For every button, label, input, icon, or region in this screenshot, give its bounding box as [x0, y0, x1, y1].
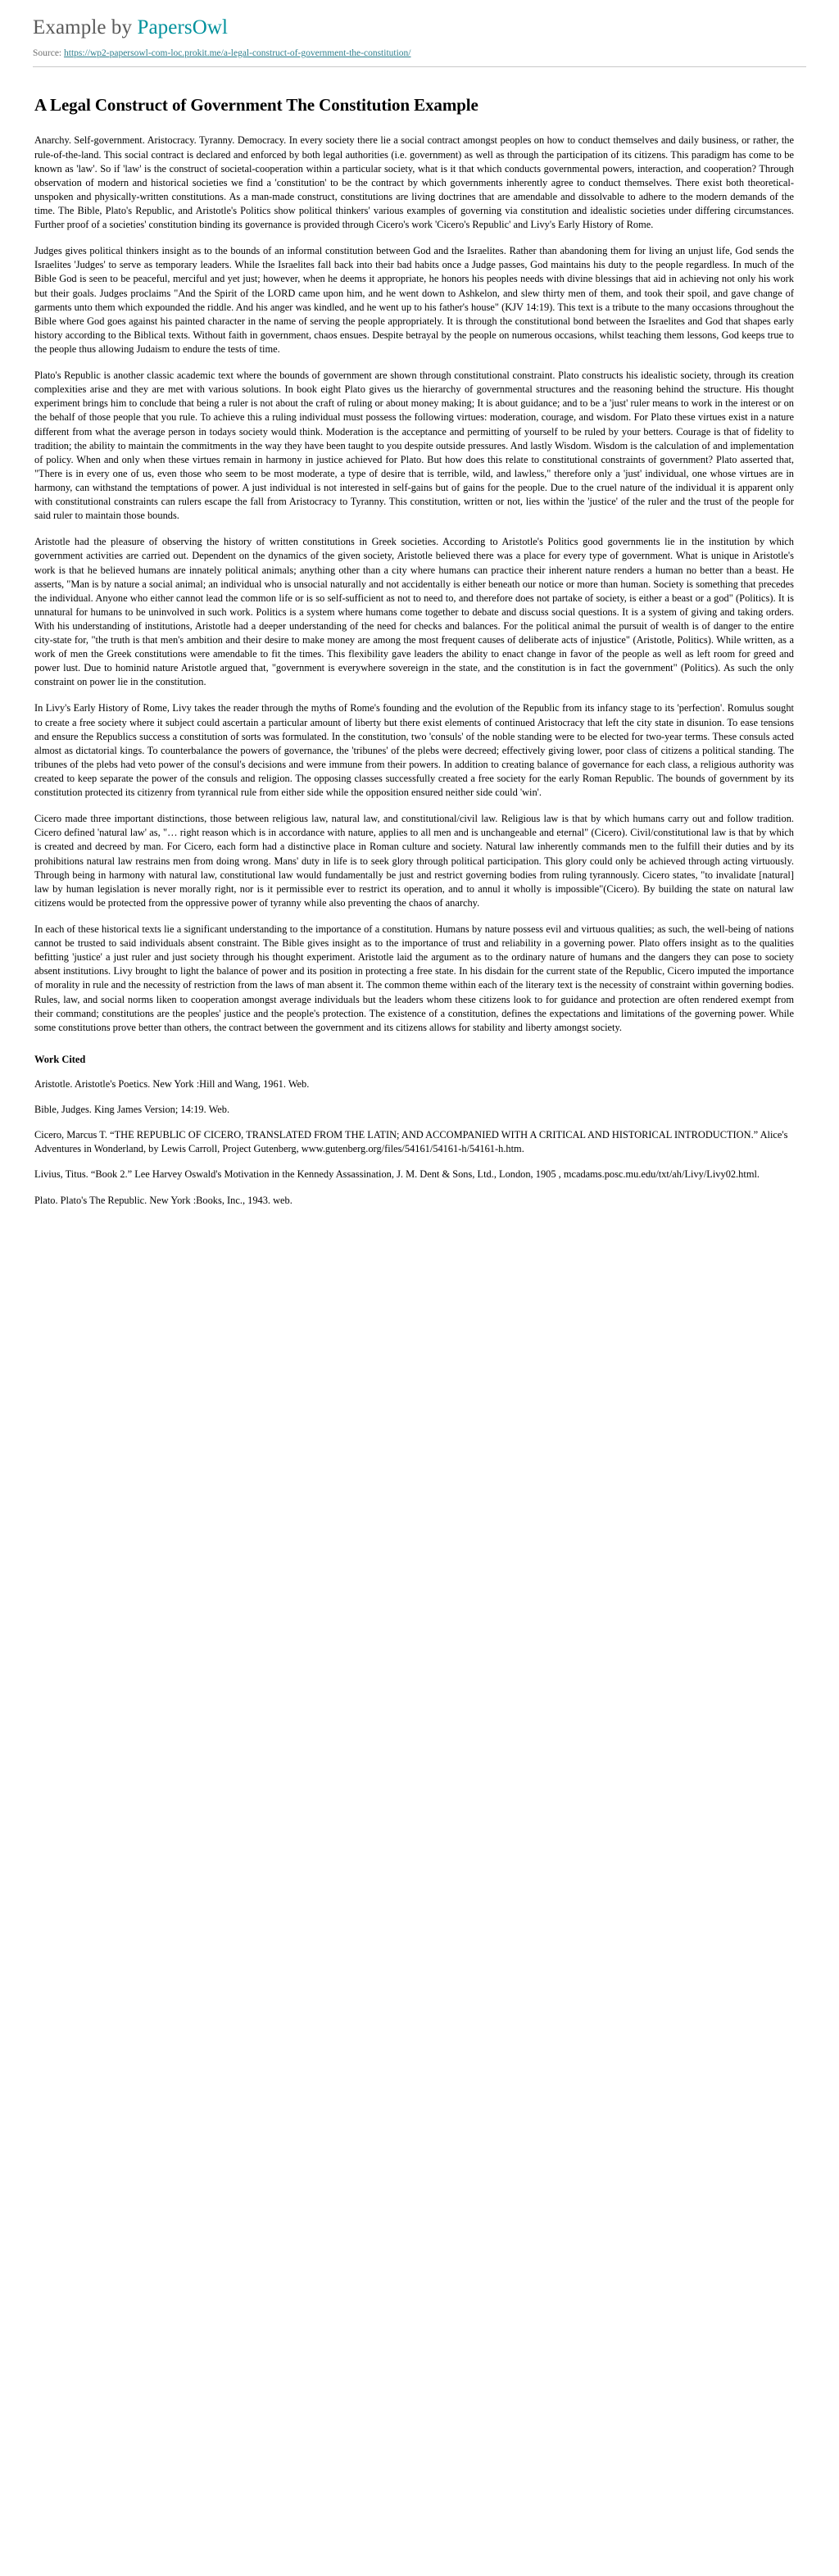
paragraph: In each of these historical texts lie a significant understanding to the importance of a constitution. Humans by nature possess evil and virtuous qualities; as such, the well-being of nations cannot be trusted to said individuals absent constraint. The Bible gives insight as to the importance of trust and reliability in a governing power. Plato offers insight as to the qualities befitting 'justice' a just ruler and just society through his thought experiment. Aristotle laid the argument as to the ordinary nature of humans and the dangers they can pose to society absent institutions. Livy brought to light the balance of power and its position in protecting a free state. In his disdain for the current state of the Republic, Cicero imputed the importance of morality in rule and the necessity of restriction from the laws of man absent it. The common theme within each of the literary text is the necessity of constraint within governing bodies. Rules, law, and social norms liken to cooperation amongst average individuals but the leaders whom these citizens look to for guidance and protection are often rendered exempt from their command; constitutions are the peoples' justice and the people's protection. The existence of a constitution, defines the expectations and limitations of the governing power. While some constitutions prove better than others, the contract between the government and its citizens allows for stability and liberty amongst society. — [34, 923, 794, 1033]
paragraph: Cicero made three important distinctions, those between religious law, natural law, and constitutional/civil law. Religious law is that by which humans carry out and follow tradition. Cicero defined 'natural law' as, "… right reason which is in accordance with nature, applies to all men and is unchangeable and eternal" (Cicero). Civil/constitutional law is that by which is created and decreed by man. For Cicero, each form had a distinctive place in Roman culture and society. Natural law inherently commands men to the fulfill their duties and by its prohibitions natural law restrains men from doing wrong. Mans' duty in life is to seek glory through political participation. This glory could only be achieved through acting virtuously. Through being in harmony with natural law, constitutional law would fundamentally be just and restrict governing bodies from ruling tyrannously. Cicero states, "to invalidate [natural] law by human legislation is never morally right, nor is it permissible ever to restrict its operation, and to annul it wholly is impossible"(Cicero). By building the state on natural law citizens would be protected from the oppressive power of tyranny while also preventing the chaos of anarchy. — [34, 813, 794, 909]
paragraph: Aristotle had the pleasure of observing the history of written constitutions in Greek societies. According to Aristotle's Politics good governments lie in the institution by which government activities are carried out. Dependent on the dynamics of the given society, Aristotle believed there was a place for every type of government. What is unique in Aristotle's work is that he believed humans are innately political animals; anything other than a city where humans can practice their inherent nature renders a human no better than a beast. He asserts, "Man is by nature a social animal; an individual who is unsocial naturally and not accidentally is either beneath our notice or more than human. Society is something that precedes the individual. Anyone who either cannot lead the common life or is so self-sufficient as not to need to, and therefore does not partake of society, is either a beast or a god" (Politics). It is unnatural for humans to be uninvolved in such work. Politics is a system where humans come together to debate and discuss social questions. It is a system of giving and taking orders. With his understanding of institutions, Aristotle had a deeper understanding of the need for checks and balances. For the political animal the pursuit of wealth is of danger to the entire city-state for, "the truth is that men's ambition and their desire to make money are among the most frequent causes of deliberate acts of injustice" (Aristotle, Politics). While written, as a work of men the Greek constitutions were amendable to fit the times. This flexibility gave leaders the ability to enact change in favor of the people as well as left room for greed and power lust. Due to hominid nature Aristotle argued that, "government is everywhere sovereign in the state, and the constitution is in fact the government" (Politics). As such the only constraint on power lie in the constitution. — [34, 536, 794, 688]
brand-name: PapersOwl — [137, 16, 229, 39]
paragraph: In Livy's Early History of Rome, Livy takes the reader through the myths of Rome's founding and the evolution of the Republic from its infancy stage to its 'perfection'. Romulus sought to create a free society where it subject could ascertain a particular amount of liberty but there exist elements of continued Aristocracy that left the city state in disunion. To ease tensions and ensure the Republics success a constitution of sorts was formulated. In the constitution, two 'consuls' of the noble standing were to be elected for two-year terms. These consuls acted almost as dictatorial kings. To counterbalance the powers of governance, the 'tribunes' of the plebs were decreed; effectively giving lower, poor class of citizens a political standing. The tribunes of the plebs had veto power of the consul's decisions and were immune from their powers. In addition to creating balance of governance for each class, a religious authority was created to keep separate the power of the consuls and religion. The opposing classes successfully created a free society for the early Roman Republic. The bounds of government by its constitution protected its citizenry from tyrannical rule from either side while the opposition ensured neither side could 'win'. — [34, 702, 794, 799]
brand-title — [33, 15, 806, 40]
works-cited-heading: Work Cited — [34, 1053, 86, 1065]
document-body — [0, 67, 839, 1243]
citation-entry: Bible, Judges. King James Version; 14:19. Web. — [34, 1104, 230, 1116]
paragraph: Judges gives political thinkers insight as to the bounds of an informal constitution between God and the Israelites. Rather than abandoning them for living an unjust life, God sends the Israelites 'Judges' to serve as temporary leaders. While the Israelites fall back into their bad habits once a Judge passes, God maintains his duty to the people regardless. In much of the Bible God is seen to be peaceful, merciful and yet just; however, when he deems it appropriate, he honors his peoples needs with divine blessings that aid in achieving not only his work but their goals. Judges proclaims "And the Spirit of the LORD came upon him, and he went down to Ashkelon, and slew thirty men of them, and took their spoil, and gave change of garments unto them which expounded the riddle. And his anger was kindled, and he went up to his father's house" (KJV 14:19). This text is a tribute to the many occasions throughout the Bible where God goes against his painted character in the name of serving the people appropriately. It is through the constitutional bond between the Israelites and God that shapes early history according to the Biblical texts. Without faith in government, chaos ensues. Despite betrayal by the people on numerous occasions, whilst teaching them lessons, God keeps true to the people thus allowing Judaism to endure the tests of time. — [34, 245, 794, 355]
works-cited-list — [34, 1077, 794, 1208]
paragraph: Anarchy. Self-government. Aristocracy. Tyranny. Democracy. In every society there lie a social contract amongst peoples on how to conduct themselves and daily business, or rather, the rule-of-the-land. This social contract is declared and enforced by both legal authorities (i.e. government) as well as through the participation of its citizens. This paradigm has come to be known as 'law'. So if 'law' is the construct of societal-cooperation within a particular society, what is it that which conducts governmental powers, interaction, and cooperation? Through observation of modern and historical societies we find a 'constitution' to be the contract by which governments inherently agree to conduct themselves. There exist both theoretical-unspoken and physically-written constitutions. As a man-made construct, constitutions are living doctrines that are amendable and dissolvable to adhere to the modern demands of the time. The Bible, Plato's Republic, and Aristotle's Politics show political thinkers' various examples of governing via constitution and idealistic societies under differing circumstances. Further proof of a societies' constitution binding its governance is provided through Cicero's work 'Cicero's Republic' and Livy's Early History of Rome. — [34, 134, 794, 231]
citation-entry: Cicero, Marcus T. “THE REPUBLIC OF CICERO, TRANSLATED FROM THE LATIN; AND ACCOMPANIED WITH A CRITICAL AND HISTORICAL INTRODUCTION.” Alice's Adventures in Wonderland, by Lewis Carroll, Project Gutenberg, www.gutenberg.org/files/54161/54161-h/54161-h.htm. — [34, 1129, 788, 1155]
page-title: A Legal Construct of Government The Constitution Example — [34, 95, 478, 116]
citation-entry: Aristotle. Aristotle's Poetics. New York :Hill and Wang, 1961. Web. — [34, 1078, 310, 1091]
citation-entry: Livius, Titus. “Book 2.” Lee Harvey Oswald's Motivation in the Kennedy Assassination, J. M. Dent & Sons, Ltd., London, 1905 , mcadams.posc.mu.edu/txt/ah/Livy/Livy02.html. — [34, 1168, 760, 1181]
paragraph: Plato's Republic is another classic academic text where the bounds of government are shown through constitutional constraint. Plato constructs his idealistic society, through its creation complexities arise and they are met with various solutions. In book eight Plato gives us the hierarchy of governmental structures and the reasoning behind the structure. His thought experiment brings him to conclude that being a ruler is not about the craft of ruling or about money making; It is about guidance; and to be a 'just' ruler means to work in the interest or on the behalf of those people that you rule. To achieve this a ruling individual must possess the following virtues: moderation, courage, and wisdom. For Plato these virtues exist in a nature different from what the average person in todays society would think. Moderation is the acceptance and permitting of yourself to be ruled by your betters. Courage is that of fidelity to tradition; the ability to maintain the commitments in the way they have been taught to you despite outside pressures. And lastly Wisdom. Wisdom is the calculation of and implementation of policy. When and only when these virtues remain in harmony in justice achieved for Plato. But how does this relate to constitutional constraints of government? Plato asserted that, "There is in every one of us, even those who seem to be most moderate, a type of desire that is terrible, wild, and lawless," therefore only a 'just' individual, one whose virtues are in harmony, can withstand the temptations of power. A just individual is not interested in self-gains but of gains for the people. Due to the cruel nature of the individual it is apparent only with constitutional constraints can rulers escape the fall from Aristocracy to Tyranny. This constitution, written or not, lies within the 'justice' of the ruler and the trust of the people for said ruler to maintain those bounds. — [34, 370, 794, 522]
source-url-link[interactable]: https://wp2-papersowl-com-loc.prokit.me/a-legal-construct-of-government-the-constitution/ — [64, 48, 411, 59]
essay-paragraphs — [34, 134, 794, 1034]
source-line — [33, 48, 806, 65]
source-label: Source: — [33, 48, 62, 59]
page-header — [0, 0, 839, 65]
citation-entry: Plato. Plato's The Republic. New York :Books, Inc., 1943. web. — [34, 1194, 293, 1206]
document-page — [0, 0, 839, 1244]
brand-prefix: Example by — [33, 16, 138, 39]
